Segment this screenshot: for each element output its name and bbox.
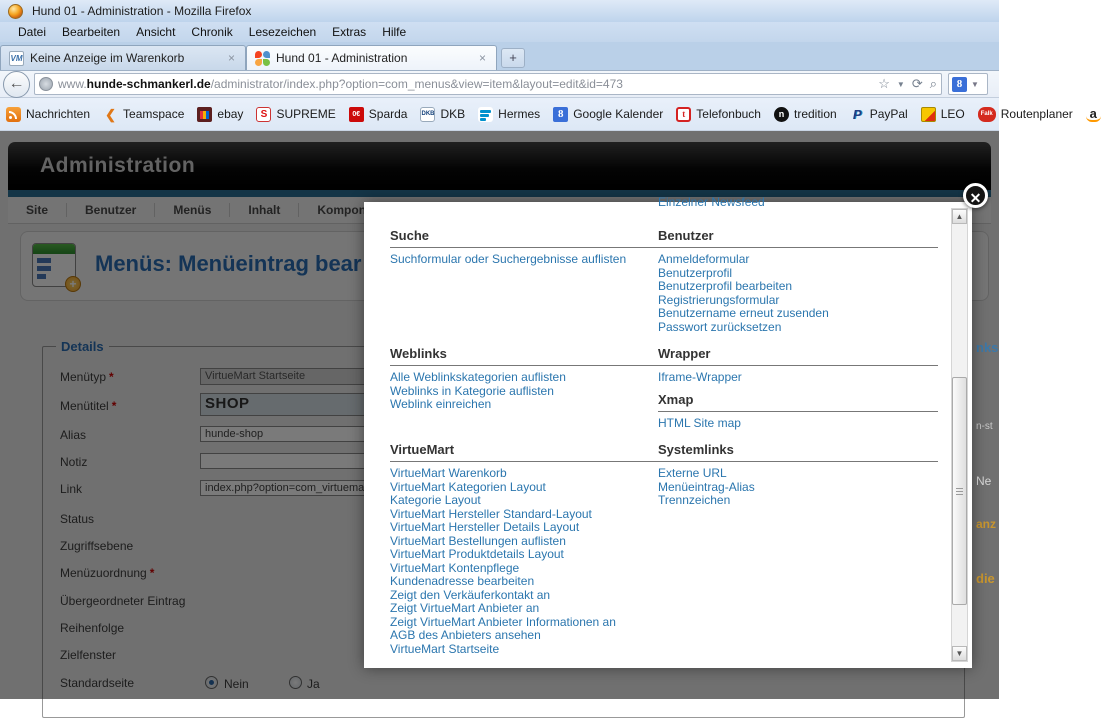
bookmark-ebay[interactable]: ebay (197, 107, 243, 122)
dkb-icon: DKB (420, 107, 435, 122)
menu-type-link[interactable]: VirtueMart Produktdetails Layout (390, 547, 564, 561)
page-content (0, 131, 999, 699)
menu-type-link[interactable]: Benutzername erneut zusenden (658, 306, 829, 320)
menu-hilfe[interactable]: Hilfe (382, 25, 407, 39)
menu-type-link[interactable]: Weblink einreichen (390, 397, 492, 411)
firefox-icon (8, 4, 23, 19)
menu-type-link[interactable]: Zeigt den Verkäuferkontakt an (390, 587, 551, 602)
url-dropdown-icon[interactable]: ▼ (896, 79, 905, 89)
tab-close-icon[interactable]: × (478, 51, 486, 65)
menu-type-link[interactable]: VirtueMart Hersteller Standard-Layout (390, 506, 592, 521)
url-domain: hunde-schmankerl.de (86, 77, 211, 91)
menu-type-link[interactable]: VirtueMart Kategorien Layout (390, 479, 546, 494)
bookmark-sparda[interactable]: 0€ Sparda (349, 107, 408, 122)
ebay-bag-icon (197, 107, 212, 122)
modal-right-column (658, 202, 938, 668)
scrollbar-thumb[interactable] (952, 377, 967, 605)
edge-fragment: Ne (976, 474, 992, 488)
hermes-icon (478, 107, 493, 122)
url-bar[interactable] (34, 73, 942, 95)
menu-type-link[interactable]: Passwort zurücksetzen (658, 319, 782, 334)
menu-bearbeiten[interactable]: Bearbeiten (62, 25, 121, 39)
menu-ansicht[interactable]: Ansicht (136, 25, 176, 39)
menu-type-link[interactable]: Iframe-Wrapper (658, 370, 742, 384)
tab-close-icon[interactable]: × (227, 51, 235, 65)
edge-fragment: nks (976, 340, 999, 355)
edge-fragment: anz (976, 517, 997, 531)
url-text[interactable]: www.hunde-schmankerl.de/administrator/index.php?option=com_menus&view=item&layout=edit&id=473 (58, 77, 623, 91)
section-weblinks (390, 346, 673, 412)
scroll-down-icon[interactable]: ▼ (952, 646, 967, 661)
section-systemlinks (658, 442, 938, 508)
section-title: Systemlinks (658, 442, 938, 462)
paypal-icon: P (852, 106, 862, 122)
menu-type-link[interactable]: Weblinks in Kategorie auflisten (390, 383, 554, 398)
bookmark-google-kalender[interactable]: 8 Google Kalender (553, 107, 663, 122)
section-wrapper (658, 346, 938, 385)
browser-menu-bar (0, 22, 999, 42)
modal-scrollbar (951, 208, 968, 662)
tredition-icon: n (774, 107, 789, 122)
amazon-icon: a (1086, 107, 1101, 122)
back-button[interactable]: ← (3, 71, 30, 98)
search-engine-box[interactable] (948, 73, 988, 95)
bookmark-leo[interactable]: LEO (921, 107, 965, 122)
bookmark-teamspace[interactable]: ❮ Teamspace (103, 107, 184, 122)
section-title: Suche (390, 228, 673, 248)
tab-administration[interactable] (246, 45, 497, 70)
section-title: Xmap (658, 392, 938, 412)
menu-type-link[interactable]: VirtueMart Hersteller Details Layout (390, 520, 580, 534)
navigation-toolbar (0, 70, 999, 98)
menu-lesezeichen[interactable]: Lesezeichen (248, 25, 317, 39)
bookmarks-bar (0, 98, 1097, 131)
menu-type-link[interactable]: AGB des Anbieters ansehen (390, 628, 541, 642)
section-benutzer (658, 228, 938, 334)
menu-datei[interactable]: Datei (18, 25, 47, 39)
section-xmap (658, 392, 938, 431)
scroll-up-icon[interactable]: ▲ (952, 209, 967, 224)
bookmark-supreme[interactable]: S SUPREME (256, 107, 335, 122)
close-icon: ✕ (969, 190, 982, 206)
new-tab-button[interactable]: + (501, 48, 525, 68)
tab-bar (0, 42, 999, 70)
menu-type-link[interactable]: Menüeintrag-Alias (658, 479, 755, 494)
leo-icon (921, 107, 936, 122)
menu-type-link[interactable]: Suchformular oder Suchergebnisse auflisten (390, 252, 627, 266)
menu-type-link[interactable]: Zeigt VirtueMart Anbieter an (390, 601, 540, 615)
tab-label: Hund 01 - Administration (276, 51, 408, 65)
section-virtuemart (390, 442, 673, 656)
teamspace-icon: ❮ (105, 106, 116, 122)
menu-type-link[interactable]: Kategorie Layout (390, 493, 481, 507)
menu-type-link[interactable]: Registrierungsformular (658, 292, 780, 307)
supreme-icon: S (256, 107, 271, 122)
bookmark-star-icon[interactable]: ☆ (878, 76, 890, 91)
menu-type-link[interactable]: Alle Weblinkskategorien auflisten (390, 370, 566, 384)
edge-fragment: n-st (976, 421, 993, 432)
google-icon: 8 (553, 107, 568, 122)
tab-label: Keine Anzeige im Warenkorb (30, 51, 185, 65)
bookmark-routenplaner[interactable]: Falk Routenplaner (978, 107, 1073, 122)
search-engine-caret-icon[interactable]: ▼ (971, 79, 979, 89)
menu-type-link[interactable]: VirtueMart Kontenpflege (390, 560, 520, 575)
section-title: Wrapper (658, 346, 938, 366)
falk-icon: Falk (978, 107, 996, 122)
tab-warenkorb[interactable] (0, 45, 246, 70)
modal-left-column (390, 202, 673, 668)
menu-type-link[interactable]: Anmeldeformular (658, 252, 750, 266)
menu-type-link[interactable]: VirtueMart Startseite (390, 641, 500, 656)
search-icon[interactable]: ⌕ (929, 76, 937, 91)
menu-type-link[interactable]: VirtueMart Bestellungen auflisten (390, 533, 566, 548)
menu-type-link[interactable]: Benutzerprofil (658, 265, 733, 280)
bookmark-dkb[interactable]: DKB DKB (421, 107, 466, 121)
bookmark-hermes[interactable]: Hermes (478, 107, 540, 122)
menu-type-link[interactable]: Benutzerprofil bearbeiten (658, 279, 793, 293)
edge-fragment: die (976, 571, 995, 586)
reload-icon[interactable]: ⟳ (911, 76, 923, 91)
rss-icon (6, 107, 21, 122)
telefonbuch-icon: t (676, 107, 691, 122)
bookmark-amazon[interactable] (1086, 107, 1101, 122)
bookmark-telefonbuch[interactable]: t Telefonbuch (676, 107, 761, 122)
bookmark-tredition[interactable]: n tredition (774, 107, 837, 122)
joomla-favicon-icon (255, 51, 270, 66)
bookmark-paypal[interactable]: P PayPal (850, 107, 908, 122)
section-title: Benutzer (658, 228, 938, 248)
virtuemart-favicon-icon: VM (9, 51, 24, 66)
window-title: Hund 01 - Administration - Mozilla Firefox (32, 4, 252, 18)
menu-type-link[interactable]: Zeigt VirtueMart Anbieter Informationen an (390, 614, 616, 629)
site-identity-icon[interactable] (39, 77, 53, 91)
section-title: VirtueMart (390, 442, 673, 462)
menu-type-link[interactable]: Kundenadresse bearbeiten (390, 574, 535, 588)
menu-chronik[interactable]: Chronik (191, 25, 233, 39)
menu-type-link[interactable]: HTML Site map (658, 416, 741, 430)
clipped-newsfeed-link[interactable]: Einzelner Newsfeed (658, 195, 765, 209)
section-title: Weblinks (390, 346, 673, 366)
menu-extras[interactable]: Extras (332, 25, 367, 39)
window-title-bar (0, 0, 999, 22)
google-search-icon[interactable]: 8 (952, 77, 967, 92)
section-suche (390, 228, 673, 267)
menu-type-link[interactable]: Trennzeichen (658, 493, 731, 507)
sparda-icon: 0€ (349, 107, 364, 122)
menu-type-link[interactable]: VirtueMart Warenkorb (390, 466, 507, 480)
menu-type-link[interactable]: Externe URL (658, 466, 727, 480)
menu-type-modal (364, 195, 972, 668)
modal-close-button[interactable] (963, 183, 988, 208)
bookmark-nachrichten[interactable]: Nachrichten (6, 107, 90, 122)
